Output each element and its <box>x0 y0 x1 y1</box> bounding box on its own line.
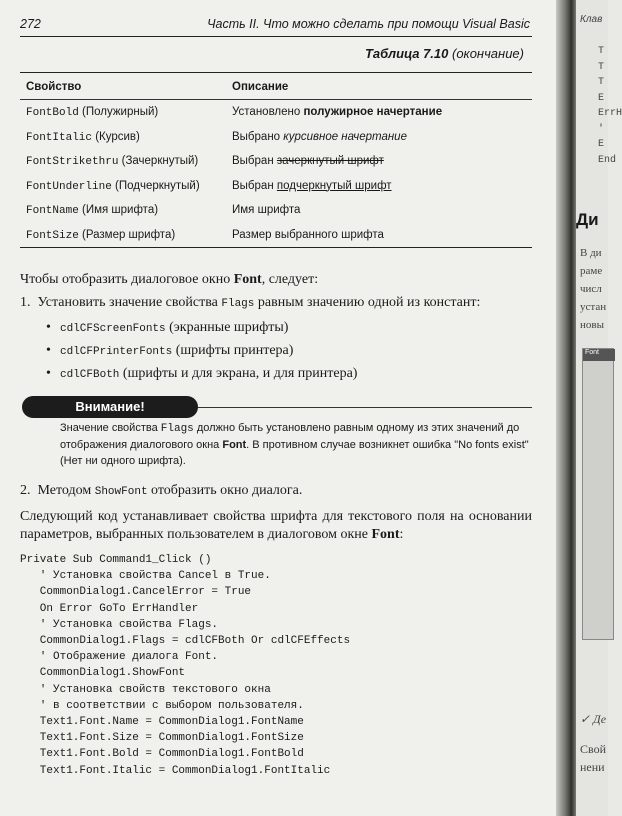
step-2: 2. Методом ShowFont отобразить окно диалога. <box>20 483 303 498</box>
list-item: • cdlCFPrinterFonts (шрифты принтера) <box>46 343 294 358</box>
description-cell: Имя шрифта <box>232 204 301 216</box>
description-cell: Выбран подчеркнутый шрифт <box>232 179 392 192</box>
code-line: CommonDialog1.Flags = cdlCFBoth Or cdlCFEffects <box>20 635 351 648</box>
property-cell: FontItalic (Курсив) <box>26 130 140 144</box>
bullet-dot: • <box>46 366 51 381</box>
code-line: Private Sub Command1_Click () <box>20 554 212 566</box>
code-listing <box>20 552 350 779</box>
facing-page-paragraph: В ди раме числ устан новы <box>580 247 607 331</box>
facing-page-note: ✓ Де <box>580 712 607 726</box>
running-title: Часть II. Что можно сделать при помощи Visual Basic <box>207 17 530 31</box>
code-line: Text1.Font.Name = CommonDialog1.FontName <box>20 716 304 729</box>
code-line: ' в соответствии с выбором пользователя. <box>20 699 304 712</box>
font-dialog-figure <box>582 348 614 640</box>
table-row <box>20 100 532 125</box>
table-caption: Таблица 7.10 (окончание) <box>364 46 524 61</box>
column-header-property: Свойство <box>26 81 82 93</box>
code-line: Text1.Font.Italic = CommonDialog1.FontItalic <box>20 764 331 777</box>
code-line: On Error GoTo ErrHandler <box>20 602 199 615</box>
book-gutter <box>556 0 578 816</box>
step-1: 1. Установить значение свойства Flags равным значению одной из констант: <box>20 295 481 310</box>
table-row <box>20 198 532 223</box>
code-line: CommonDialog1.CancelError = True <box>20 586 252 599</box>
code-line: CommonDialog1.ShowFont <box>20 667 186 680</box>
property-cell: FontSize (Размер шрифта) <box>26 228 176 242</box>
page-header <box>20 14 532 37</box>
facing-page-text: Свой нени <box>580 742 607 774</box>
table-row <box>20 223 532 248</box>
code-line: ' Установка свойств текстового окна <box>20 683 271 696</box>
list-item: • cdlCFScreenFonts (экранные шрифты) <box>46 320 289 335</box>
bullet-dot: • <box>46 320 51 335</box>
description-cell: Установлено полужирное начертание <box>232 106 443 118</box>
property-cell: FontStrikethru (Зачеркнутый) <box>26 155 199 168</box>
description-cell: Выбран зачеркнутый шрифт <box>232 155 384 167</box>
description-cell: Выбрано курсивное начертание <box>232 130 407 143</box>
table-row <box>20 174 532 199</box>
code-line: ' Установка свойства Cancel в True. <box>20 570 271 583</box>
facing-page-heading: Ди <box>576 210 599 229</box>
property-cell: FontBold (Полужирный) <box>26 106 159 119</box>
facing-page-code: T T T E ErrH ' E End <box>598 46 622 166</box>
warning-text: Значение свойства Flags должно быть установлено равным одному из этих значений до отображения диалогового окна Font. В противном случае возникнет ошибка "No fonts exist" (Нет ни одного шрифта). <box>60 422 529 467</box>
column-header-description: Описание <box>232 81 289 93</box>
warning-rule <box>198 407 532 408</box>
table-body <box>20 100 532 247</box>
facing-page-header: Клав <box>580 14 603 25</box>
property-cell: FontName (Имя шрифта) <box>26 204 159 217</box>
table-row <box>20 125 532 150</box>
list-item: • cdlCFBoth (шрифты и для экрана, и для принтера) <box>46 366 358 381</box>
page-number: 272 <box>20 17 41 31</box>
warning-badge: Внимание! <box>22 396 198 418</box>
table-row <box>20 149 532 174</box>
property-cell: FontUnderline (Подчеркнутый) <box>26 179 200 193</box>
description-cell: Размер выбранного шрифта <box>232 228 384 241</box>
bullet-dot: • <box>46 343 51 358</box>
code-line: Text1.Font.Size = CommonDialog1.FontSize <box>20 732 304 745</box>
code-line: ' Установка свойства Flags. <box>20 618 219 631</box>
facing-page-fragment <box>576 0 622 816</box>
code-line: Text1.Font.Bold = CommonDialog1.FontBold <box>20 748 304 761</box>
table-header-row <box>20 73 532 100</box>
code-description-paragraph: Следующий код устанавливает свойства шрифта для текстового поля на основании параметров, выбранных пользователем в диалоговом окне Font: <box>20 509 532 542</box>
figure-title-bar: Font <box>583 349 615 361</box>
properties-table <box>20 72 532 248</box>
code-line: ' Отображение диалога Font. <box>20 651 219 664</box>
intro-paragraph: Чтобы отобразить диалоговое окно Font, следует: <box>20 272 319 287</box>
